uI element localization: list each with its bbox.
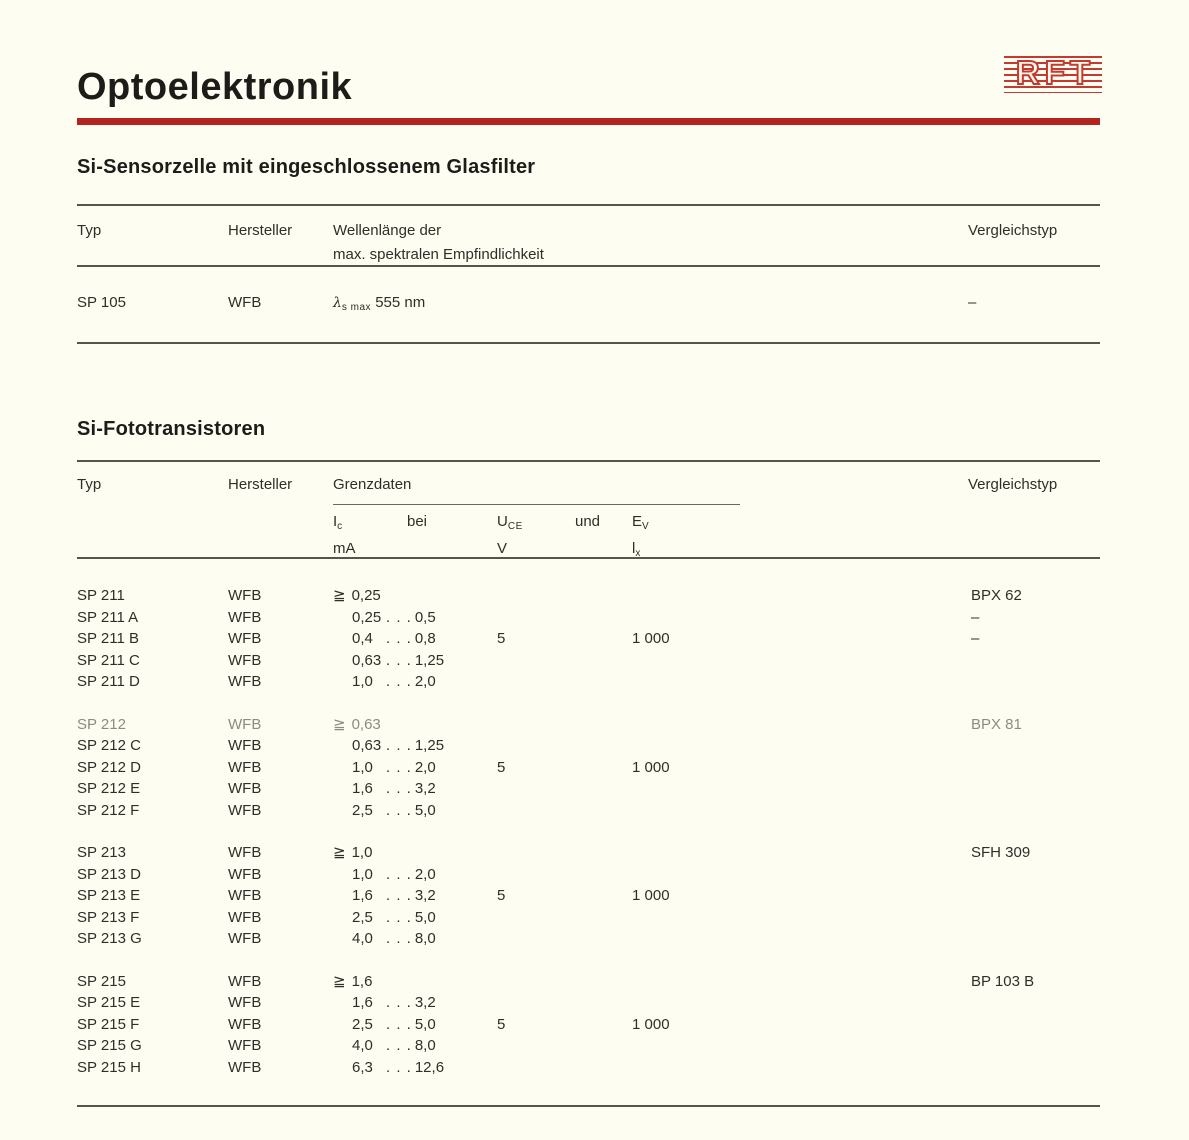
column-header-vergleichstyp: Vergleichstyp: [968, 476, 1058, 493]
cell-uce: [497, 1057, 632, 1079]
cell-vergleichstyp: –: [971, 608, 980, 626]
cell-ev: [632, 735, 971, 757]
ic-max: 2,0: [414, 758, 436, 776]
cell-vergleichstyp: [971, 885, 1100, 907]
table-row: [77, 971, 1100, 993]
cell-ev: [632, 992, 971, 1014]
cell-ev: [632, 1035, 971, 1057]
cell-hersteller: WFB: [228, 673, 262, 690]
range-dots: . . .: [386, 651, 412, 669]
ic-min: 0,63: [352, 651, 382, 669]
greater-equal-symbol: ≧: [333, 715, 346, 733]
cell-vergleichstyp: [971, 907, 1100, 929]
cell-vergleichstyp: [971, 800, 1100, 822]
cell-ic: [333, 800, 497, 822]
table-row: [77, 992, 1100, 1014]
cell-ic: [333, 992, 497, 1014]
ic-min: 0,4: [352, 630, 373, 647]
wellenlaenge-line1: Wellenlänge der: [333, 222, 442, 239]
cell-hersteller: WFB: [228, 908, 262, 926]
cell-typ: SP 105: [77, 294, 126, 311]
cell-hersteller: WFB: [228, 1015, 262, 1033]
cell-typ: SP 212 E: [77, 780, 141, 797]
cell-typ: SP 212 C: [77, 737, 141, 754]
subcolumn-uce-unit: V: [497, 540, 508, 557]
transistor-table-header: [77, 462, 1100, 559]
wellenlaenge-line2: max. spektralen Empfindlichkeit: [333, 246, 544, 263]
range-dots: . . .: [386, 1058, 412, 1076]
cell-ev: [632, 1057, 971, 1079]
table-row: [77, 735, 1100, 757]
cell-ic: [333, 650, 497, 672]
ic-max: 2,0: [414, 865, 436, 883]
ic-min: 1,6: [352, 780, 373, 797]
cell-typ: SP 213 D: [77, 865, 141, 883]
cell-vergleichstyp: [971, 778, 1100, 800]
greater-equal-symbol: ≧: [333, 844, 346, 861]
ic-max: 2,0: [414, 673, 436, 690]
cell-typ: SP 212 F: [77, 801, 140, 819]
range-dots: . . .: [386, 930, 412, 947]
cell-uce: [497, 607, 632, 629]
ic-max: 3,2: [414, 780, 436, 797]
ic-max: 5,0: [414, 1015, 436, 1033]
table-row: [77, 864, 1100, 886]
cell-typ: SP 213 F: [77, 908, 140, 926]
table-row: [77, 907, 1100, 929]
subcolumn-uce: $U_{CE}$: [497, 513, 523, 532]
ic-max: 5,0: [414, 801, 436, 819]
cell-uce: [497, 928, 632, 950]
ic-min: 0,25: [352, 608, 382, 626]
cell-vergleichstyp: [971, 992, 1100, 1014]
table-row: [77, 714, 1100, 736]
cell-typ: SP 211 B: [77, 630, 139, 647]
range-dots: . . .: [386, 887, 412, 904]
subcolumn-ic: $I_c$: [333, 513, 343, 532]
lambda-subscript: s max: [341, 302, 372, 313]
cell-uce: [497, 1035, 632, 1057]
transistor-table: [77, 460, 1100, 1107]
cell-vergleichstyp: –: [971, 630, 980, 647]
cell-uce: 5: [497, 630, 506, 647]
cell-typ: SP 215 G: [77, 1037, 142, 1054]
cell-vergleichstyp: [971, 650, 1100, 672]
cell-uce: 5: [497, 1015, 506, 1033]
table-row: [77, 778, 1100, 800]
cell-hersteller: WFB: [228, 887, 262, 904]
cell-ic: [333, 885, 497, 907]
ic-max: 3,2: [414, 887, 436, 904]
cell-uce: [497, 714, 632, 736]
ic-min: 6,3: [352, 1058, 373, 1076]
cell-ic: [333, 928, 497, 950]
cell-ev: [632, 650, 971, 672]
cell-ic: [333, 628, 497, 650]
cell-hersteller: WFB: [228, 737, 262, 754]
cell-hersteller: WFB: [228, 844, 262, 861]
cell-vergleichstyp: [971, 735, 1100, 757]
cell-hersteller: WFB: [228, 715, 262, 733]
cell-typ: SP 212 D: [77, 758, 141, 776]
transistor-table-body: [77, 559, 1100, 1107]
cell-ev: [632, 907, 971, 929]
cell-ic: [333, 671, 497, 693]
cell-vergleichstyp: [971, 1014, 1100, 1036]
cell-uce: [497, 800, 632, 822]
cell-vergleichstyp: [971, 1057, 1100, 1079]
cell-typ: SP 211 C: [77, 651, 140, 669]
range-dots: . . .: [386, 908, 412, 926]
page-title: Optoelektronik: [77, 66, 353, 108]
ic-max: 0,5: [414, 608, 436, 626]
column-header-typ: Typ: [77, 222, 102, 239]
sensor-table: [77, 204, 1100, 344]
cell-uce: [497, 585, 632, 607]
column-header-typ: Typ: [77, 476, 102, 493]
cell-ic: ≧ 1,6: [333, 971, 497, 993]
subcolumn-bei-unit: [407, 538, 497, 565]
cell-ic: [333, 735, 497, 757]
rft-logo: [1004, 53, 1102, 93]
ic-min: 0,63: [352, 737, 382, 754]
cell-hersteller: WFB: [228, 608, 262, 626]
table-row: [77, 842, 1100, 864]
subcolumn-und-spacer: [575, 538, 632, 565]
cell-vergleichstyp: BPX 81: [971, 715, 1022, 733]
cell-hersteller: WFB: [228, 630, 262, 647]
cell-ic: ≧ 0,25: [333, 585, 497, 607]
cell-uce: [497, 671, 632, 693]
cell-hersteller: WFB: [228, 587, 262, 604]
table-row: [77, 800, 1100, 822]
cell-ev: 1 000: [632, 630, 670, 647]
cell-typ: SP 211 A: [77, 608, 139, 626]
cell-ev: [632, 671, 971, 693]
ic-min: 4,0: [352, 1037, 373, 1054]
table-row: [77, 650, 1100, 672]
ic-min: 1,0: [352, 758, 373, 776]
table-row: [77, 628, 1100, 650]
cell-uce: [497, 907, 632, 929]
cell-ic: [333, 907, 497, 929]
table-row: [77, 607, 1100, 629]
row-group-1: [77, 585, 1100, 693]
lambda-symbol: λ: [333, 295, 342, 311]
cell-uce: [497, 778, 632, 800]
subcolumn-ic-unit: mA: [333, 540, 356, 557]
cell-vergleichstyp: [971, 671, 1100, 693]
cell-ic: [333, 757, 497, 779]
row-group-3: [77, 842, 1100, 950]
row-group-2: [77, 714, 1100, 822]
cell-ev: [632, 607, 971, 629]
cell-typ: SP 213 E: [77, 887, 141, 904]
column-header-hersteller: Hersteller: [228, 222, 293, 239]
cell-ev: [632, 778, 971, 800]
cell-ic: [333, 1014, 497, 1036]
cell-hersteller: WFB: [228, 294, 262, 311]
ic-min: 1,0: [352, 673, 373, 690]
cell-vergleichstyp: [971, 1035, 1100, 1057]
cell-typ: SP 215 E: [77, 994, 141, 1011]
range-dots: . . .: [386, 737, 412, 754]
cell-ev: 1 000: [632, 887, 670, 904]
greater-equal-symbol: ≧: [333, 587, 346, 604]
cell-hersteller: WFB: [228, 1037, 262, 1054]
grenzdaten-subheader-row2: [333, 538, 968, 565]
ic-min: 1,0: [352, 865, 373, 883]
range-dots: . . .: [386, 1015, 412, 1033]
ic-max: 3,2: [414, 994, 436, 1011]
cell-uce: [497, 992, 632, 1014]
range-dots: . . .: [386, 865, 412, 883]
cell-ev: [632, 842, 971, 864]
section-heading-fototransistoren: Si-Fototransistoren: [77, 418, 266, 440]
cell-typ: SP 215 F: [77, 1015, 140, 1033]
column-header-grenzdaten: [333, 476, 968, 565]
row-group-4: [77, 971, 1100, 1079]
cell-typ: SP 211 D: [77, 673, 140, 690]
cell-ic: [333, 864, 497, 886]
table-row: [77, 1057, 1100, 1079]
ic-max: 8,0: [414, 930, 436, 947]
title-rule: [77, 118, 1100, 125]
rft-logo-text: RFT: [1015, 54, 1096, 91]
cell-ic: ≧ 0,63: [333, 714, 497, 736]
cell-hersteller: WFB: [228, 780, 262, 797]
cell-uce: [497, 735, 632, 757]
cell-ic: [333, 607, 497, 629]
range-dots: . . .: [386, 1037, 412, 1054]
cell-ev: [632, 714, 971, 736]
cell-ic: [333, 1035, 497, 1057]
range-dots: . . .: [386, 801, 412, 819]
cell-uce: [497, 971, 632, 993]
range-dots: . . .: [386, 673, 412, 690]
cell-vergleichstyp: SFH 309: [971, 844, 1031, 861]
range-dots: . . .: [386, 994, 412, 1011]
cell-uce: [497, 842, 632, 864]
sensor-table-header: [77, 206, 1100, 267]
cell-uce: 5: [497, 887, 506, 904]
cell-typ: SP 215 H: [77, 1058, 141, 1076]
cell-ev: [632, 928, 971, 950]
range-dots: . . .: [386, 630, 412, 647]
cell-ev: [632, 800, 971, 822]
cell-ic: [333, 778, 497, 800]
subcolumn-ev: $E_V$: [632, 513, 650, 532]
cell-vergleichstyp: [971, 928, 1100, 950]
cell-ev: 1 000: [632, 1015, 670, 1033]
cell-hersteller: WFB: [228, 801, 262, 819]
cell-vergleichstyp: BPX 62: [971, 587, 1022, 604]
table-row: [77, 267, 1100, 344]
ic-max: 5,0: [414, 908, 436, 926]
cell-hersteller: WFB: [228, 651, 262, 669]
table-row: [77, 1014, 1100, 1036]
column-header-wellenlaenge: [333, 219, 968, 267]
ic-min: 2,5: [352, 801, 373, 819]
ic-min: 1,6: [352, 994, 373, 1011]
cell-ic: ≧ 1,0: [333, 842, 497, 864]
cell-hersteller: WFB: [228, 865, 262, 883]
cell-typ: SP 213 G: [77, 930, 142, 947]
ic-max: 1,25: [414, 651, 445, 669]
subcolumn-ev-unit: $l_x$: [632, 540, 641, 559]
cell-hersteller: WFB: [228, 758, 262, 776]
column-header-hersteller: Hersteller: [228, 476, 293, 493]
ic-min: 2,5: [352, 1015, 373, 1033]
table-row: [77, 757, 1100, 779]
cell-typ: SP 215: [77, 972, 126, 990]
cell-uce: [497, 650, 632, 672]
section-heading-sensorzelle: Si-Sensorzelle mit eingeschlossenem Glasfilter: [77, 156, 536, 178]
cell-hersteller: WFB: [228, 994, 262, 1011]
cell-typ: SP 212: [77, 715, 126, 733]
ic-max: 12,6: [414, 1058, 445, 1076]
greater-equal-symbol: ≧: [333, 972, 346, 990]
ic-min: 2,5: [352, 908, 373, 926]
ic-max: 8,0: [414, 1037, 436, 1054]
subcolumn-und: und: [575, 513, 601, 530]
table-row: [77, 585, 1100, 607]
cell-vergleichstyp: [971, 864, 1100, 886]
wellenlaenge-wert: 555 nm: [375, 294, 426, 311]
ic-max: 1,25: [414, 737, 445, 754]
cell-ev: 1 000: [632, 758, 670, 776]
ic-min: 4,0: [352, 930, 373, 947]
table-row: [77, 671, 1100, 693]
cell-ic: [333, 1057, 497, 1079]
cell-vergleichstyp: –: [968, 294, 977, 311]
subcolumn-bei: bei: [407, 513, 428, 530]
cell-typ: SP 211: [77, 587, 125, 604]
cell-hersteller: WFB: [228, 972, 262, 990]
range-dots: . . .: [386, 758, 412, 776]
cell-ev: [632, 585, 971, 607]
cell-vergleichstyp: [971, 757, 1100, 779]
grenzdaten-rule: [333, 504, 740, 505]
cell-hersteller: WFB: [228, 1058, 262, 1076]
table-row: [77, 1035, 1100, 1057]
range-dots: . . .: [386, 780, 412, 797]
ic-min: 1,6: [352, 887, 373, 904]
cell-hersteller: WFB: [228, 930, 262, 947]
grenzdaten-subheader-row1: [333, 511, 968, 538]
cell-ev: [632, 971, 971, 993]
cell-typ: SP 213: [77, 844, 126, 861]
cell-ev: [632, 864, 971, 886]
cell-uce: [497, 864, 632, 886]
grenzdaten-label: Grenzdaten: [333, 476, 412, 493]
cell-vergleichstyp: BP 103 B: [971, 972, 1035, 990]
table-row: [77, 928, 1100, 950]
range-dots: . . .: [386, 608, 412, 626]
ic-max: 0,8: [414, 630, 436, 647]
cell-uce: 5: [497, 758, 506, 776]
column-header-vergleichstyp: Vergleichstyp: [968, 222, 1058, 239]
cell-wellenlaenge: [333, 294, 968, 342]
table-row: [77, 885, 1100, 907]
